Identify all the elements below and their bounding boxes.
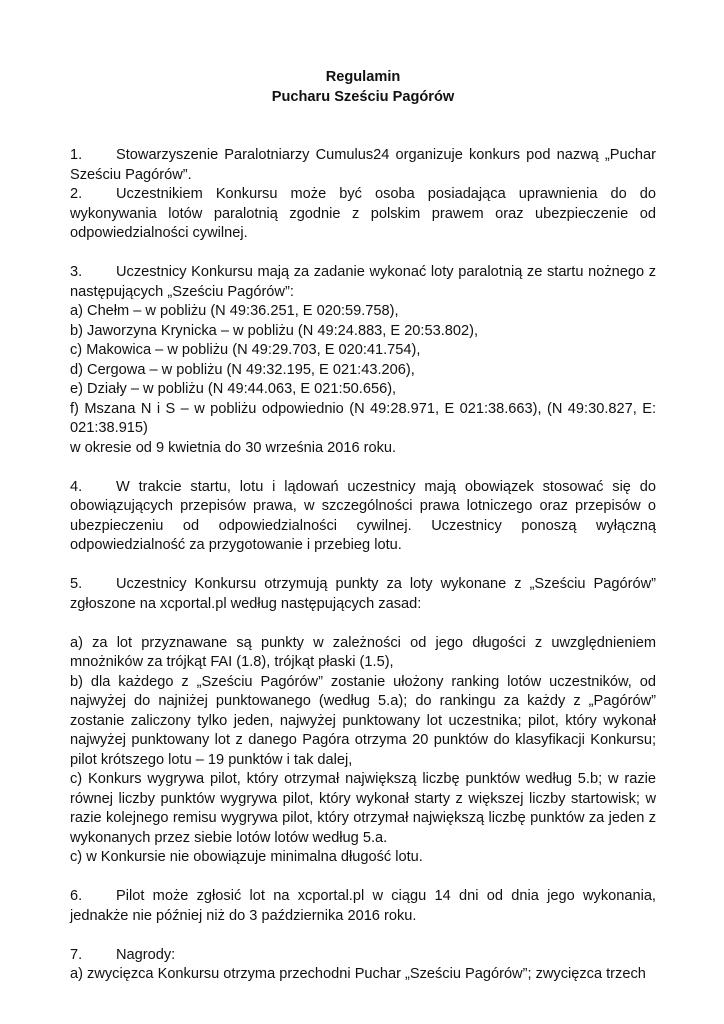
section-4-text: W trakcie startu, lotu i lądowań uczestnicy mają obowiązek stosować się do obowiązujących przepisów prawa, w szczególności prawa lotniczego oraz przepisów o ubezpieczeniu od odpowiedzialności cywilnej. Uczestnicy ponoszą wyłączną odpowiedzialność za przygotowanie i przebieg lotu.	[70, 478, 656, 553]
section-6-number: 6.	[70, 888, 83, 904]
title-block	[70, 68, 656, 107]
spacer	[70, 868, 656, 888]
section-6	[70, 887, 656, 926]
spacer	[70, 556, 656, 576]
list-item: f) Mszana N i S – w pobliżu odpowiednio (N 49:28.971, E 021:38.663), (N 49:30.827, E: 021:38.915)	[70, 400, 656, 436]
document-subtitle: Pucharu Sześciu Pagórów	[271, 88, 455, 105]
section-7-text: Nagrody:	[116, 946, 176, 963]
section-2-text: Uczestnikiem Konkursu może być osoba posiadająca uprawnienia do do wykonywania lotów paralotnią zgodnie z polskim prawem oraz ubezpieczenie od odpowiedzialności cywilnej.	[70, 186, 656, 241]
list-item: e) Działy – w pobliżu (N 49:44.063, E 021:50.656),	[70, 381, 397, 397]
section-4	[70, 478, 656, 556]
spacer	[70, 926, 656, 946]
section-6-text: Pilot może zgłosić lot na xcportal.pl w ciągu 14 dni od dnia jego wykonania, jednakże nie później niż do 3 października 2016 roku.	[70, 888, 656, 924]
section-7-number: 7.	[70, 946, 83, 963]
section-3-text: Uczestnicy Konkursu mają za zadanie wykonać loty paralotnią ze startu nożnego z następujących „Sześciu Pagórów”:	[70, 264, 656, 300]
list-item: b) dla każdego z „Sześciu Pagórów” zostanie ułożony ranking lotów uczestników, od najwyżej do najniżej punktowanego (według 5.a); do rankingu za każdy z „Pagórów” zostanie zaliczony tylko jeden, najwyżej punktowany lot uczestnika; pilot, który wykonał najwyżej punktowany lot z danego Pagóra otrzyma 20 punktów do klasyfikacji Konkursu; pilot krótszego lotu – 19 punktów i tak dalej,	[70, 673, 656, 768]
section-3-period: w okresie od 9 kwietnia do 30 września 2016 roku.	[70, 439, 397, 456]
spacer	[70, 614, 656, 634]
section-2	[70, 185, 656, 244]
list-item: b) Jaworzyna Krynicka – w pobliżu (N 49:24.883, E 20:53.802),	[70, 322, 479, 339]
section-1-number: 1.	[70, 147, 83, 163]
list-item: a) zwycięzca Konkursu otrzyma przechodni Puchar „Sześciu Pagórów”; zwycięzca trzech	[70, 966, 646, 982]
list-item: c) Makowica – w pobliżu (N 49:29.703, E 020:41.754),	[70, 342, 421, 358]
spacer	[70, 458, 656, 478]
list-item: a) za lot przyznawane są punkty w zależności od jego długości z uwzględnieniem mnożników za trójkąt FAI (1.8), trójkąt płaski (1.5),	[70, 634, 656, 670]
section-5-number: 5.	[70, 576, 83, 592]
list-item: c) Konkurs wygrywa pilot, który otrzymał największą liczbę punktów według 5.b; w razie równej liczby punktów wygrywa pilot, który wykonał starty z większej liczby startowisk; w razie kolejnego remisu wygrywa pilot, który otrzymał największą liczbę punktów za jeden z wykonanych przez siebie lotów lotów według 5.a.	[70, 771, 656, 846]
document-title: Regulamin	[325, 69, 401, 85]
section-5	[70, 575, 656, 614]
section-7	[70, 946, 656, 966]
section-3	[70, 263, 656, 302]
section-5-text: Uczestnicy Konkursu otrzymują punkty za loty wykonane z „Sześciu Pagórów” zgłoszone na xcportal.pl według następujących zasad:	[70, 576, 656, 612]
section-3-number: 3.	[70, 264, 83, 280]
list-item: a) Chełm – w pobliżu (N 49:36.251, E 020:59.758),	[70, 303, 399, 319]
list-item: c) w Konkursie nie obowiązuje minimalna długość lotu.	[70, 849, 423, 865]
spacer	[70, 244, 656, 264]
section-1	[70, 146, 656, 185]
section-4-number: 4.	[70, 478, 83, 495]
list-item: d) Cergowa – w pobliżu (N 49:32.195, E 021:43.206),	[70, 361, 415, 378]
section-2-number: 2.	[70, 186, 83, 202]
section-1-text: Stowarzyszenie Paralotniarzy Cumulus24 organizuje konkurs pod nazwą „Puchar Sześciu Pagórów”.	[70, 147, 656, 183]
